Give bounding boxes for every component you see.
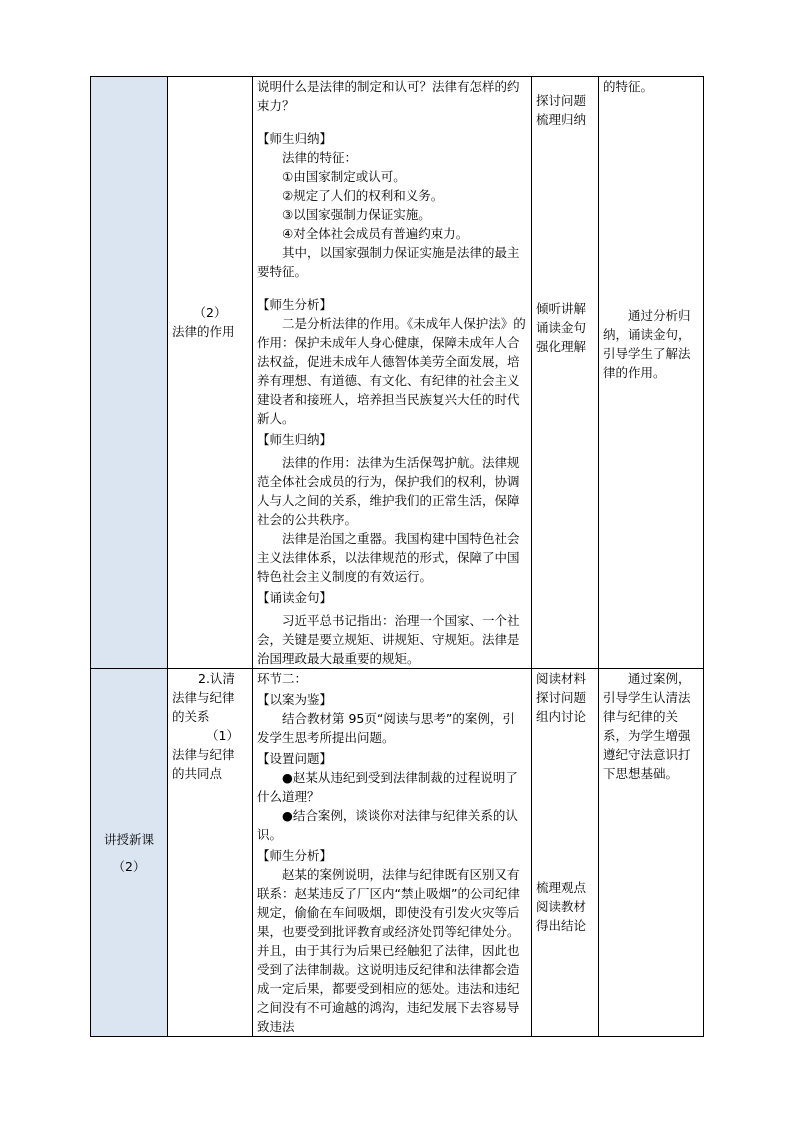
question-item: ●结合案例，谈谈你对法律与纪律关系的认识。: [257, 808, 518, 842]
topic-line: 的共同点: [172, 766, 223, 781]
case-paragraph: 结合教材第 95页“阅读与思考”的案例，引发学生思考所提出问题。: [257, 711, 515, 745]
section-tag: 【设置问题】: [257, 751, 333, 766]
section-tag: 【师生分析】: [257, 297, 333, 312]
phase-label: 讲授新课: [103, 831, 154, 847]
design-intent-text: 通过分析归纳，诵读金句，引导学生了解法律的作用。: [603, 308, 691, 380]
design-intent-text: 通过案例，引导学生认清法律与纪律的关系，为学生增强遵纪守法意识打下思想基础。: [603, 671, 691, 781]
quote-paragraph: 习近平总书记指出：治理一个国家、一个社会，关键是要立规矩、讲规矩、守规矩。法律是治国理政最大最重要的规矩。: [257, 613, 520, 666]
role-paragraph: 法律是治国之重器。我国构建中国特色社会主义法律体系，以法律规范的形式，保障了中国特色社会主义制度的有效运行。: [257, 531, 520, 584]
activity-line: 梳理归纳: [536, 112, 587, 127]
role-paragraph: 法律的作用：法律为生活保驾护航。法律规范全体社会成员的行为，保护我们的权利，协调人与人之间的关系，维护我们的正常生活，保障社会的公共秩序。: [257, 455, 520, 527]
topic-line: 法律与纪律: [172, 747, 235, 762]
activity-line: 强化理解: [536, 339, 587, 354]
student-activity-cell: [532, 77, 599, 669]
topic-line: 法律与纪律: [172, 690, 235, 705]
feature-item: ①由国家制定或认可。: [282, 169, 406, 184]
topic-line: 的关系: [172, 709, 210, 724]
section-tag: 【以案为鉴】: [257, 692, 333, 707]
content-topic-cell: [168, 77, 253, 669]
phase-cell: [91, 669, 168, 1037]
teacher-activity-cell: [253, 77, 532, 669]
activity-line: 梳理观点: [536, 880, 587, 895]
activity-line: 诵读金句: [536, 320, 587, 335]
intro-question: 说明什么是法律的制定和认可？法律有怎样的约束力？: [257, 79, 520, 113]
feature-item: ④对全体社会成员有普遍约束力。: [282, 226, 469, 241]
section-tag: 【诵读金句】: [257, 590, 333, 605]
table-row: [91, 77, 704, 669]
activity-line: 探讨问题: [536, 690, 587, 705]
step-label: 环节二：: [257, 671, 308, 686]
teacher-activity-cell: [253, 669, 532, 1037]
topic-number: （1）: [206, 728, 239, 743]
topic-line: 2.认清: [198, 671, 235, 686]
analysis-paragraph: 赵某的案例说明，法律与纪律既有区别又有联系：赵某违反了厂区内“禁止吸烟”的公司纪律规定，偷偷在车间吸烟，即使没有引发火灾等后果，也要受到批评教育或经济处罚等纪律处分。并且，由于其行为后果已经触犯了法律，因此也受到了法律制裁。这说明违反纪律和法律都会造成一定后果，都要受到相应的惩处。违法和违纪之间没有不可逾越的鸿沟，违纪发展下去容易导致违法: [257, 867, 520, 1034]
student-activity-cell: [532, 669, 599, 1037]
features-summary: 其中，以国家强制力保证实施是法律的最主要特征。: [257, 245, 520, 279]
topic-number: （2）: [193, 305, 227, 320]
analysis-paragraph: 二是分析法律的作用。《未成年人保护法》的作用：保护未成年人身心健康，保障未成年人合法权益，促进未成年人德智体美劳全面发展，培养有理想、有道德、有文化、有纪律的社会主义建设者和接班人，培养担当民族复兴大任的时代新人。: [257, 316, 526, 426]
activity-line: 探讨问题: [536, 93, 587, 108]
section-tag: 【师生归纳】: [257, 432, 333, 447]
activity-line: 阅读教材: [536, 899, 587, 914]
activity-line: 倾听讲解: [536, 301, 587, 316]
phase-cell-empty: [91, 77, 168, 669]
feature-item: ③以国家强制力保证实施。: [282, 207, 431, 222]
activity-line: 阅读材料: [536, 671, 587, 686]
lesson-plan-table: [90, 76, 704, 1037]
design-intent-cell: [599, 77, 704, 669]
table-row: [91, 669, 704, 1037]
activity-line: 得出结论: [536, 918, 587, 933]
features-heading: 法律的特征：: [282, 150, 358, 165]
activity-line: 组内讨论: [536, 709, 587, 724]
question-item: ●赵某从违纪到受到法律制裁的过程说明了什么道理？: [257, 770, 518, 804]
content-topic-cell: [168, 669, 253, 1037]
section-tag: 【师生分析】: [257, 848, 333, 863]
intent-continuation: 的特征。: [603, 79, 654, 94]
topic-title: 法律的作用: [172, 324, 235, 339]
design-intent-cell: [599, 669, 704, 1037]
feature-item: ②规定了人们的权利和义务。: [282, 188, 444, 203]
phase-number: （2）: [112, 858, 146, 874]
section-tag: 【师生归纳】: [257, 131, 333, 146]
